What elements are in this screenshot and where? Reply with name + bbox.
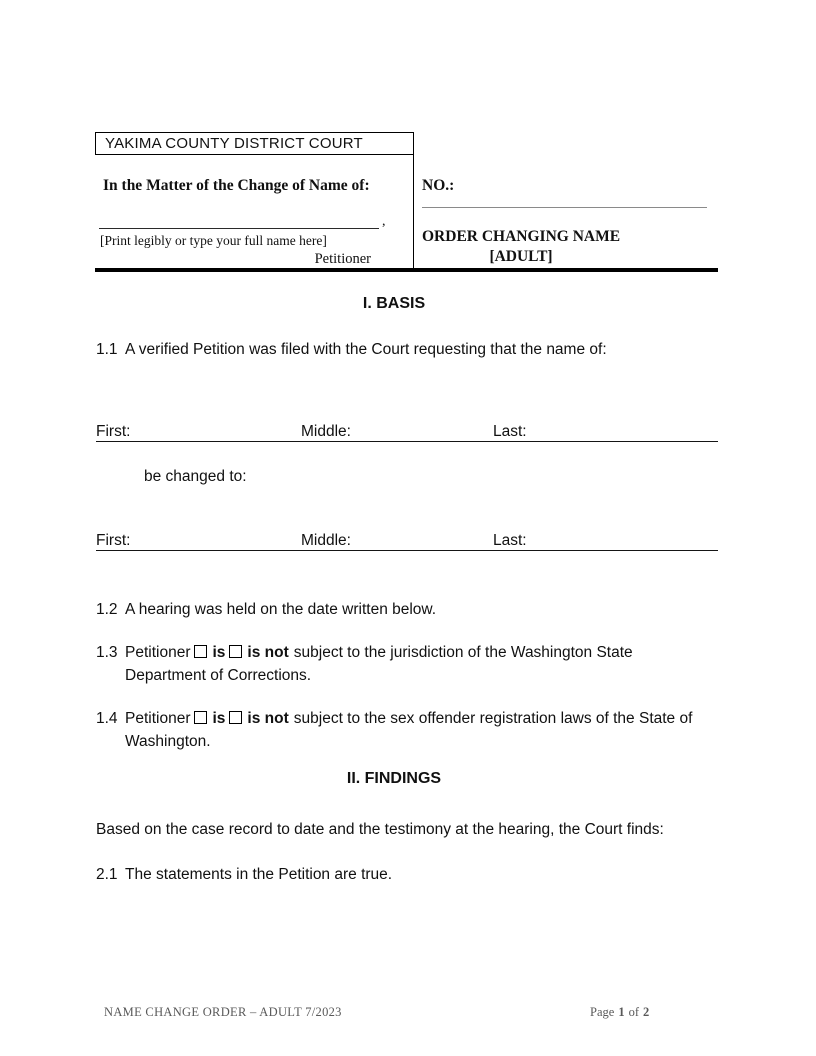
section-basis-heading: I. BASIS <box>362 295 426 312</box>
item-2-1-number: 2.1 <box>96 866 118 883</box>
document-title <box>422 227 620 267</box>
case-caption <box>95 132 718 268</box>
item-1-3-post: subject to the jurisdiction of the Washington State <box>293 644 633 661</box>
item-1-4-text <box>125 707 720 753</box>
item-1-4-post: subject to the sex offender registration laws of the State of <box>293 710 693 727</box>
item-1-3-text <box>125 641 720 687</box>
matter-label: In the Matter of the Change of Name of: <box>103 177 370 194</box>
court-name: YAKIMA COUNTY DISTRICT COURT <box>105 135 363 152</box>
document-title-line2: [ADULT] <box>489 248 553 265</box>
is-checkbox[interactable] <box>194 711 207 724</box>
item-1-3-pre: Petitioner <box>125 644 191 661</box>
item-1-2 <box>96 598 720 621</box>
is-label: is <box>212 644 226 661</box>
item-1-2-number: 1.2 <box>96 601 118 618</box>
item-1-1 <box>96 338 720 361</box>
item-1-3 <box>96 641 720 687</box>
footer-document-id: NAME CHANGE ORDER – ADULT 7/2023 <box>104 1005 342 1019</box>
last-name-label: Last: <box>493 423 527 440</box>
item-1-3-post-line2: Department of Corrections. <box>125 667 312 684</box>
item-1-4-number: 1.4 <box>96 710 118 727</box>
case-number-blank-line[interactable] <box>422 190 707 208</box>
findings-intro: Based on the case record to date and the testimony at the hearing, the Court finds: <box>96 821 664 838</box>
middle-name-label: Middle: <box>301 423 351 440</box>
court-name-box <box>95 132 414 155</box>
is-not-checkbox[interactable] <box>229 711 242 724</box>
item-2-1 <box>96 863 720 886</box>
page-total: 2 <box>642 1005 650 1019</box>
be-changed-to-label: be changed to: <box>144 468 247 485</box>
item-1-4-post-line2: Washington. <box>125 733 211 750</box>
current-name-fields-row[interactable] <box>96 421 718 442</box>
is-label: is <box>212 710 226 727</box>
item-2-1-text: The statements in the Petition are true. <box>125 866 393 883</box>
is-not-checkbox[interactable] <box>229 645 242 658</box>
footer-page-indicator <box>590 1005 653 1020</box>
print-instruction: [Print legibly or type your full name here] <box>100 233 327 248</box>
of-word: of <box>628 1005 639 1019</box>
section-findings-heading: II. FINDINGS <box>346 770 442 787</box>
item-1-4-pre: Petitioner <box>125 710 191 727</box>
is-not-label: is not <box>247 644 289 661</box>
item-1-3-number: 1.3 <box>96 644 118 661</box>
caption-bottom-rule <box>95 268 718 272</box>
middle-name-label: Middle: <box>301 532 351 549</box>
case-number-label: NO.: <box>422 177 455 194</box>
new-name-fields-row[interactable] <box>96 530 718 551</box>
first-name-label: First: <box>96 423 131 440</box>
page-number: 1 <box>618 1005 625 1019</box>
party-label: Petitioner <box>314 251 371 267</box>
item-1-4 <box>96 707 720 753</box>
document-title-line1: ORDER CHANGING NAME <box>422 228 621 245</box>
first-name-label: First: <box>96 532 131 549</box>
item-1-2-text: A hearing was held on the date written below. <box>125 601 437 618</box>
name-blank-suffix: , <box>382 214 386 229</box>
item-1-1-text: A verified Petition was filed with the Court requesting that the name of: <box>125 341 607 358</box>
page-word: Page <box>590 1005 615 1019</box>
is-checkbox[interactable] <box>194 645 207 658</box>
is-not-label: is not <box>247 710 289 727</box>
petitioner-name-blank-line[interactable] <box>99 210 379 229</box>
last-name-label: Last: <box>493 532 527 549</box>
item-1-1-number: 1.1 <box>96 341 118 358</box>
